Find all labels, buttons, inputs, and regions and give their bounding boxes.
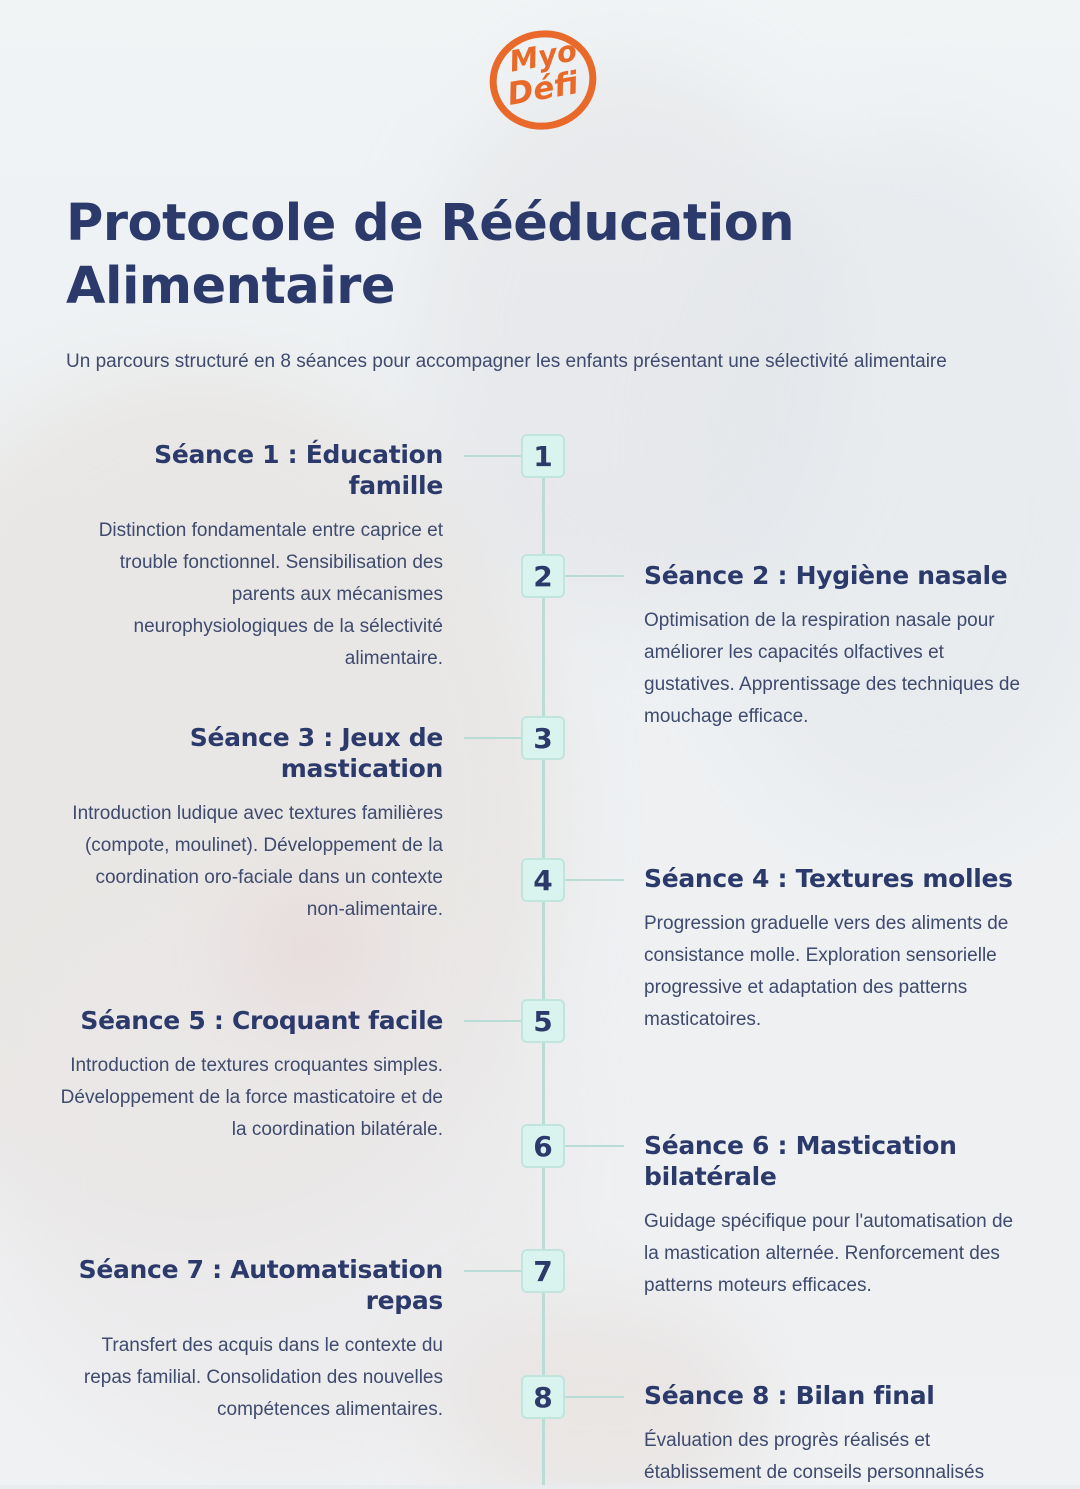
page-subtitle: Un parcours structuré en 8 séances pour accompagner les enfants présentant une sélectivité alimentaire bbox=[66, 351, 947, 372]
session-card-2 bbox=[644, 560, 1029, 733]
session-title-8: Séance 8 : Bilan final bbox=[644, 1381, 935, 1410]
session-number-5: 5 bbox=[521, 999, 565, 1043]
session-card-8 bbox=[644, 1380, 1029, 1489]
myodefi-logo[interactable] bbox=[487, 28, 599, 132]
connector-1 bbox=[464, 455, 522, 457]
session-text-2: Optimisation de la respiration nasale pour améliorer les capacités olfactives et gustatives. Apprentissage des techniques de mouchage efficace. bbox=[644, 610, 1021, 727]
session-title-6: Séance 6 : Mastication bilatérale bbox=[644, 1131, 957, 1191]
timeline-line bbox=[542, 456, 545, 1485]
session-text-5: Introduction de textures croquantes simples. Développement de la force masticatoire et de la coordination bilatérale. bbox=[60, 1055, 443, 1140]
session-number-7: 7 bbox=[521, 1249, 565, 1293]
session-text-1: Distinction fondamentale entre caprice et trouble fonctionnel. Sensibilisation des parents aux mécanismes neurophysiologiques de la sélectivité alimentaire. bbox=[98, 520, 443, 669]
session-card-1 bbox=[60, 439, 443, 675]
logo-line1: Myo bbox=[506, 33, 580, 79]
session-text-8: Évaluation des progrès réalisés et établissement de conseils personnalisés bbox=[644, 1430, 985, 1483]
session-card-4 bbox=[644, 863, 1029, 1036]
session-title-7: Séance 7 : Automatisation repas bbox=[78, 1255, 443, 1315]
session-text-4: Progression graduelle vers des aliments de consistance molle. Exploration sensorielle progressive et adaptation des patterns masticatoires. bbox=[644, 913, 1009, 1030]
session-number-8: 8 bbox=[521, 1375, 565, 1419]
session-title-3: Séance 3 : Jeux de mastication bbox=[189, 723, 443, 783]
session-number-2: 2 bbox=[521, 554, 565, 598]
session-title-4: Séance 4 : Textures molles bbox=[644, 864, 1013, 893]
connector-3 bbox=[464, 737, 522, 739]
connector-8 bbox=[564, 1396, 624, 1398]
session-number-6: 6 bbox=[521, 1124, 565, 1168]
session-number-3: 3 bbox=[521, 716, 565, 760]
connector-6 bbox=[564, 1145, 624, 1147]
session-card-5 bbox=[60, 1005, 443, 1146]
session-text-3: Introduction ludique avec textures familières (compote, moulinet). Développement de la coordination oro-faciale dans un contexte non-alimentaire. bbox=[72, 803, 443, 920]
connector-5 bbox=[464, 1020, 522, 1022]
session-card-6 bbox=[644, 1130, 1029, 1302]
session-title-5: Séance 5 : Croquant facile bbox=[80, 1006, 443, 1035]
page-title: Protocole de Rééducation Alimentaire bbox=[66, 194, 795, 316]
connector-7 bbox=[464, 1270, 522, 1272]
session-text-6: Guidage spécifique pour l'automatisation de la mastication alternée. Renforcement des patterns moteurs efficaces. bbox=[644, 1211, 1014, 1296]
session-number-1: 1 bbox=[521, 434, 565, 478]
session-card-3 bbox=[60, 722, 443, 926]
session-card-7 bbox=[60, 1254, 443, 1426]
connector-2 bbox=[564, 575, 624, 577]
session-title-2: Séance 2 : Hygiène nasale bbox=[644, 561, 1008, 590]
session-title-1: Séance 1 : Éducation famille bbox=[154, 440, 443, 500]
session-number-4: 4 bbox=[521, 858, 565, 902]
logo-line2: Défi bbox=[504, 65, 582, 113]
session-text-7: Transfert des acquis dans le contexte du repas familial. Consolidation des nouvelles compétences alimentaires. bbox=[83, 1335, 443, 1420]
connector-4 bbox=[564, 879, 624, 881]
